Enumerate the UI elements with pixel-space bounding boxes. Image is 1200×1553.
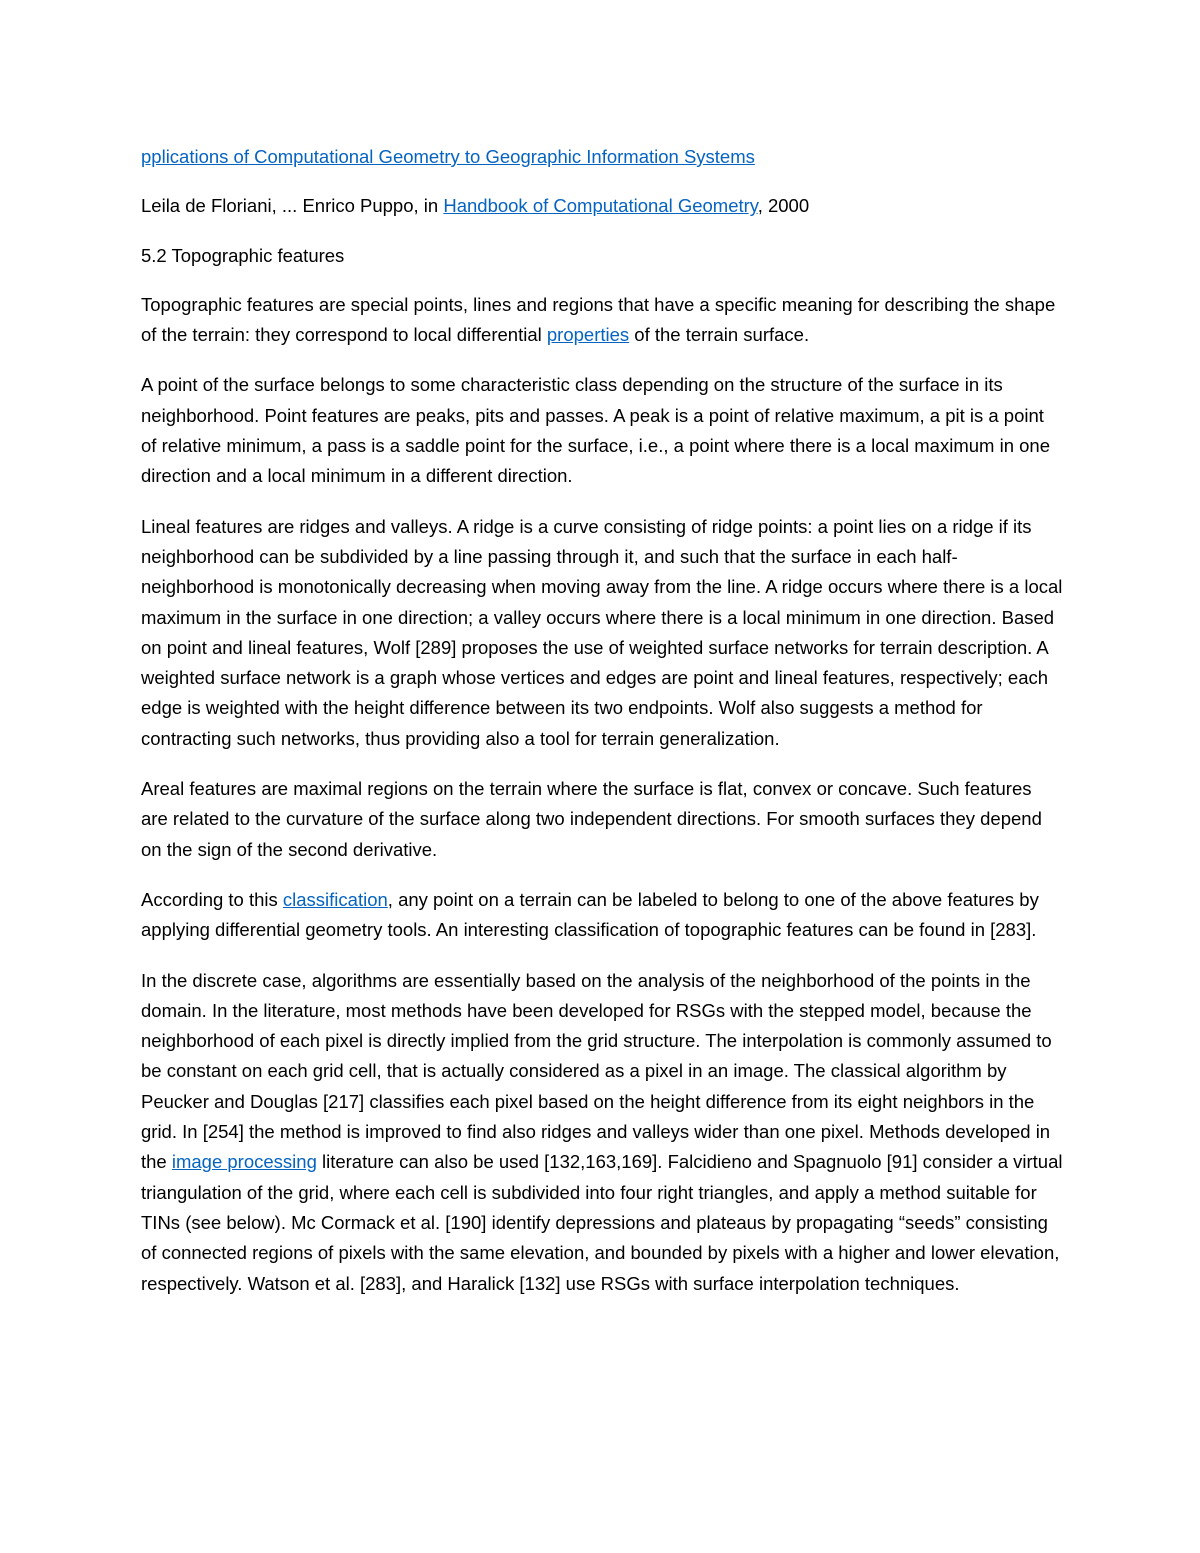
paragraph-text: In the discrete case, algorithms are essentially based on the analysis of the neighborhood of the points in the domain. In the literature, most methods have been developed for RSGs with the stepped model, because the neighborhood of each pixel is directly implied from the grid structure. The interpolation is commonly assumed to be constant on each grid cell, that is actually considered as a pixel in an image. The classical algorithm by Peucker and Douglas [217] classifies each pixel based on the height difference from its eight neighbors in the grid. In [254] the method is improved to find also ridges and valleys wider than one pixel. Methods developed in the	[141, 969, 1052, 1173]
paragraph-text: of the terrain surface.	[629, 324, 810, 346]
paragraph-text: Topographic features are special points, lines and regions that have a specific meaning for describing the shape of the terrain: they correspond to local differential	[141, 293, 1056, 346]
paragraph-discrete-case	[141, 966, 1063, 1299]
classification-link[interactable]: classification	[282, 888, 388, 910]
paragraph-topographic-features	[141, 290, 1063, 351]
document-page	[141, 142, 1063, 1319]
paragraph-text: According to this	[141, 888, 283, 910]
book-title-link[interactable]: Handbook of Computational Geometry	[443, 195, 758, 217]
byline	[141, 191, 1063, 221]
paragraph-text: literature can also be used [132,163,169]. Falcidieno and Spagnuolo [91] consider a virtual triangulation of the grid, where each cell is subdivided into four right triangles, and apply a method suitable for TINs (see below). Mc Cormack et al. [190] identify depressions and plateaus by propagating “seeds” consisting of connected regions of pixels with the same elevation, and bounded by pixels with a higher and lower elevation, respectively. Watson et al. [283], and Haralick [132] use RSGs with surface interpolation techniques.	[141, 1151, 1063, 1294]
image-processing-link[interactable]: image processing	[171, 1151, 317, 1173]
paragraph-areal-features: Areal features are maximal regions on the terrain where the surface is flat, convex or concave. Such features are related to the curvature of the surface along two independent directions. For smooth surfaces they depend on the sign of the second derivative.	[141, 778, 1042, 860]
byline-year: , 2000	[757, 195, 810, 217]
properties-link[interactable]: properties	[546, 324, 630, 346]
paragraph-lineal-features: Lineal features are ridges and valleys. A ridge is a curve consisting of ridge points: a point lies on a ridge if its neighborhood can be subdivided by a line passing through it, and such that the surface in each half-neighborhood is monotonically decreasing when moving away from the line. A ridge occurs where there is a local maximum in the surface in one direction; a valley occurs where there is a local minimum in one direction. Based on point and lineal features, Wolf [289] proposes the use of weighted surface networks for terrain description. A weighted surface network is a graph whose vertices and edges are point and lineal features, respectively; each edge is weighted with the height difference between its two endpoints. Wolf also suggests a method for contracting such networks, thus providing also a tool for terrain generalization.	[141, 515, 1063, 749]
paragraph-text: , any point on a terrain can be labeled to belong to one of the above features by applying differential geometry tools. An interesting classification of topographic features can be found in [283].	[141, 888, 1039, 941]
title-line	[141, 142, 1063, 172]
chapter-title-link[interactable]: pplications of Computational Geometry to Geographic Information Systems	[141, 146, 755, 167]
paragraph-point-features: A point of the surface belongs to some characteristic class depending on the structure of the surface in its neighborhood. Point features are peaks, pits and passes. A peak is a point of relative maximum, a pit is a point of relative minimum, a pass is a saddle point for the surface, i.e., a point where there is a local maximum in one direction and a local minimum in a different direction.	[141, 374, 1050, 487]
section-heading: 5.2 Topographic features	[141, 244, 345, 266]
paragraph-classification	[141, 885, 1063, 946]
byline-authors: Leila de Floriani, ... Enrico Puppo, in	[141, 195, 444, 217]
